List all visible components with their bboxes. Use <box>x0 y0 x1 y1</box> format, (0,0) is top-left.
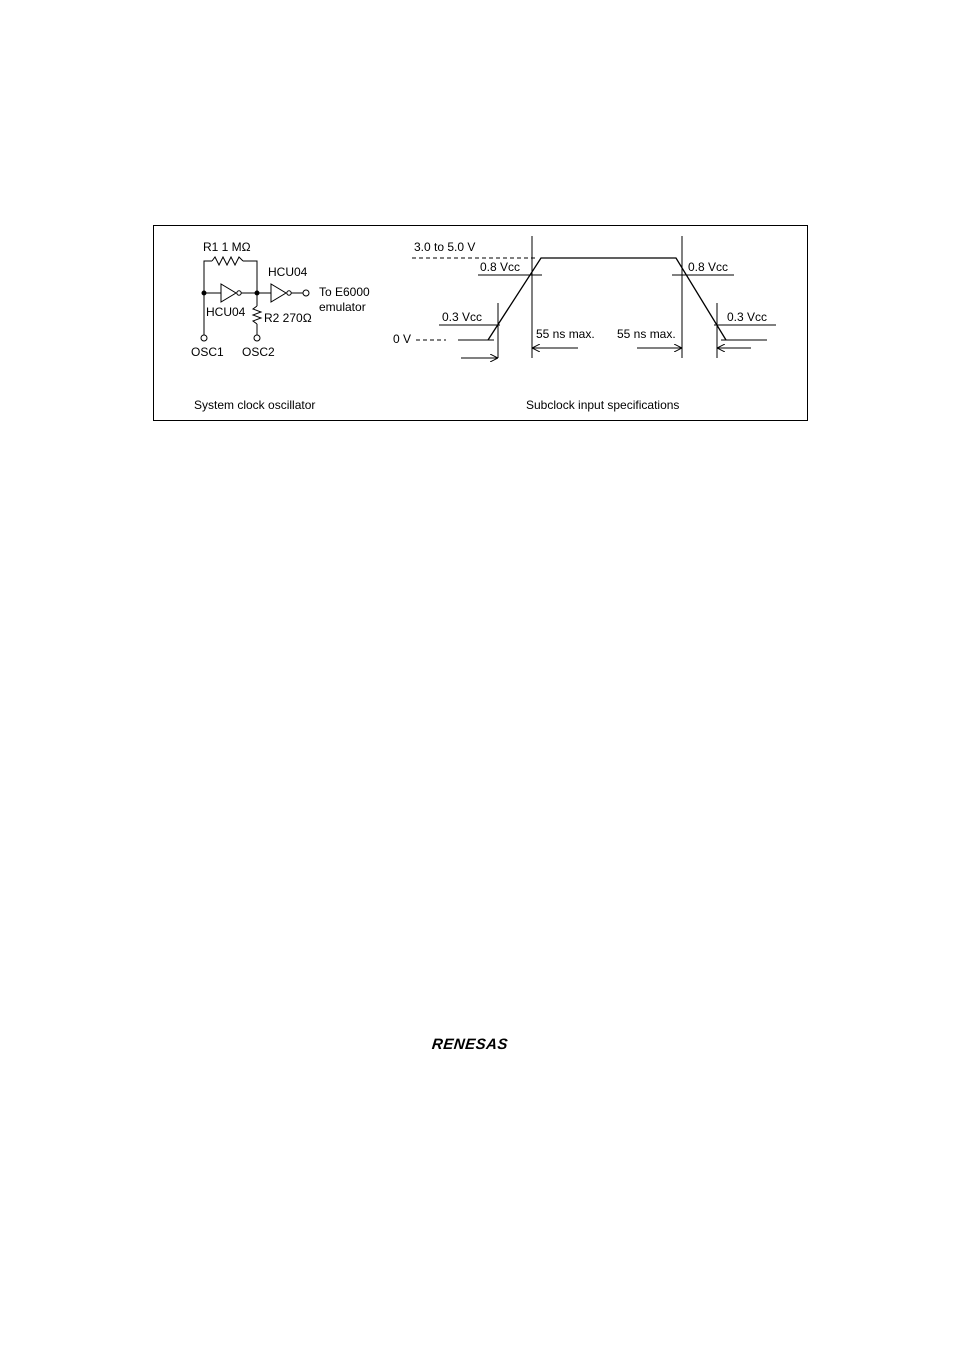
r1-label: R1 1 MΩ <box>203 240 251 254</box>
osc2-label: OSC2 <box>242 345 275 359</box>
r1-feedback-wire-right <box>243 261 257 293</box>
osc2-terminal <box>254 335 260 341</box>
subclock-caption: Subclock input specifications <box>526 398 680 412</box>
low-threshold-right-label: 0.3 Vcc <box>727 310 768 324</box>
fall-time-label: 55 ns max. <box>617 327 676 341</box>
osc1-label: OSC1 <box>191 345 224 359</box>
inverter1-bubble <box>237 291 241 295</box>
zero-label: 0 V <box>393 332 412 346</box>
inverter2-label: HCU04 <box>268 265 308 279</box>
r1-resistor <box>212 257 243 265</box>
output-label-line1: To E6000 <box>319 285 370 299</box>
figure-diagram <box>154 226 809 422</box>
figure-frame <box>153 225 808 421</box>
subclock-labels <box>393 240 767 412</box>
rise-time-label: 55 ns max. <box>536 327 595 341</box>
high-threshold-right-label: 0.8 Vcc <box>688 260 729 274</box>
inverter2-icon <box>271 284 286 302</box>
output-terminal <box>303 290 309 296</box>
supply-label: 3.0 to 5.0 V <box>414 240 476 254</box>
output-label-line2: emulator <box>319 300 366 314</box>
inverter1-label: HCU04 <box>206 305 246 319</box>
high-threshold-left-label: 0.8 Vcc <box>480 260 521 274</box>
low-threshold-left-label: 0.3 Vcc <box>442 310 483 324</box>
osc1-terminal <box>201 335 207 341</box>
renesas-logo: RENESAS <box>431 1036 509 1053</box>
r1-feedback-wire <box>204 261 212 293</box>
r2-resistor <box>253 306 261 324</box>
r2-label: R2 270Ω <box>264 311 312 325</box>
inverter1-icon <box>221 284 236 302</box>
system-clock-caption: System clock oscillator <box>194 398 316 412</box>
inverter2-bubble <box>287 291 291 295</box>
system-clock-labels <box>191 240 370 412</box>
